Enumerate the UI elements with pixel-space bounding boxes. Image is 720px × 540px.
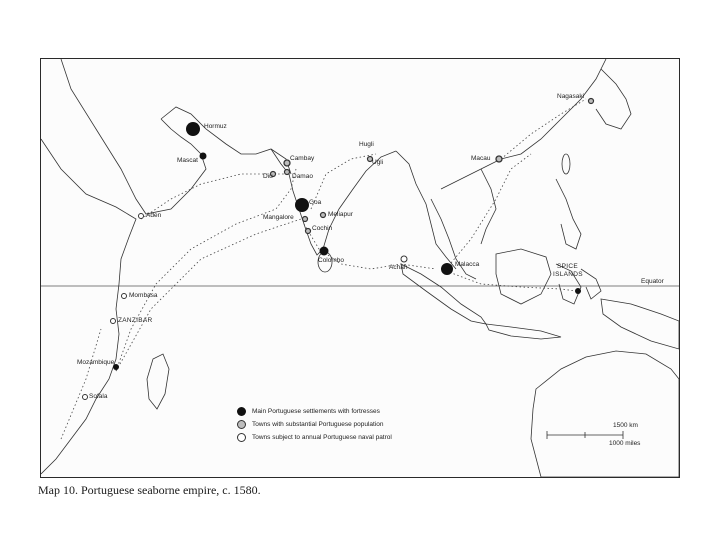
open-circle-icon	[237, 433, 246, 442]
marker-nagasaki	[589, 99, 594, 104]
label-mombasa: Mombasa	[129, 292, 158, 299]
label-spice-islands-1: SPICE	[557, 263, 579, 270]
label-mangalore: Mangalore	[263, 214, 294, 221]
map-frame	[40, 58, 680, 478]
route-malacca-macau	[446, 154, 531, 269]
route-mozambique-diu	[116, 169, 296, 371]
label-diu: Diu	[263, 173, 273, 180]
new-guinea	[601, 299, 679, 349]
marker-sofala	[83, 395, 88, 400]
legend-row-substantial	[237, 418, 392, 431]
legend-row-annual	[237, 431, 392, 444]
label-macau: Macau	[471, 155, 491, 162]
madagascar	[147, 354, 169, 409]
label-spice-islands-2: ISLANDS	[553, 271, 583, 278]
marker-spice-islands	[575, 288, 581, 294]
label-sofala: Sofala	[89, 393, 108, 400]
taiwan	[562, 154, 570, 174]
label-cambay: Cambay	[290, 155, 315, 162]
japan	[596, 69, 631, 129]
borneo	[496, 249, 551, 304]
marker-cochin	[306, 229, 311, 234]
label-nagasaki: Nagasaki	[557, 93, 585, 100]
indochina-coast	[481, 169, 496, 244]
label-cochin: Cochin	[312, 225, 333, 232]
label-damao: Damao	[292, 173, 313, 180]
marker-aden	[139, 214, 144, 219]
label-mascat: Mascat	[177, 157, 198, 164]
australia	[531, 351, 679, 477]
scale-bar	[547, 431, 623, 439]
marker-mascat	[200, 153, 207, 160]
route-aden-hormuz	[141, 174, 286, 219]
legend-annual-label: Towns subject to annual Portuguese naval patrol	[252, 434, 392, 441]
marker-zanzibar	[111, 319, 116, 324]
marker-macau	[496, 156, 502, 162]
legend	[237, 405, 392, 444]
label-zanzibar: ZANZIBAR	[118, 317, 153, 324]
marker-achah	[401, 256, 407, 262]
marker-goa	[295, 198, 309, 212]
label-achah: Achah	[389, 264, 408, 271]
label-malacca: Malacca	[455, 261, 480, 268]
route-cape	[61, 329, 101, 439]
markers	[83, 99, 594, 400]
marker-mombasa	[122, 294, 127, 299]
sulawesi	[556, 264, 581, 304]
label-ugli: Ugli	[372, 159, 384, 166]
scale-km-label: 1500 km	[613, 422, 638, 429]
label-meliapur: Meliapur	[328, 211, 353, 218]
marker-meliapur	[321, 213, 326, 218]
burma-coast	[396, 151, 456, 269]
legend-row-main	[237, 405, 392, 418]
label-mozambique: Mozambique	[77, 359, 115, 366]
route-macau-nagasaki	[501, 99, 586, 159]
marker-mangalore	[303, 217, 308, 222]
label-colombo: Colombo	[318, 257, 345, 264]
marker-hormuz	[186, 122, 200, 136]
java	[486, 324, 561, 339]
philippines	[556, 179, 581, 249]
legend-main-label: Main Portuguese settlements with fortresses	[252, 408, 380, 415]
map-caption: Map 10. Portuguese seaborne empire, c. 1580.	[38, 483, 261, 497]
filled-circle-icon	[237, 407, 246, 416]
moluccas	[581, 269, 601, 299]
marker-damao	[285, 170, 290, 175]
china-coast	[441, 59, 606, 189]
legend-substantial-label: Towns with substantial Portuguese population	[252, 421, 384, 428]
label-aden: Aden	[146, 212, 162, 219]
label-goa: Goa	[309, 199, 322, 206]
marker-malacca	[441, 263, 453, 275]
label-hugli: Hugli	[359, 141, 374, 148]
sea-routes	[61, 99, 586, 439]
hatched-circle-icon	[237, 420, 246, 429]
scale-miles-label: 1000 miles	[609, 440, 641, 447]
label-hormuz: Hormuz	[204, 123, 227, 130]
marker-colombo	[320, 247, 329, 256]
africa-coast	[41, 139, 136, 474]
label-equator: Equator	[641, 278, 664, 285]
